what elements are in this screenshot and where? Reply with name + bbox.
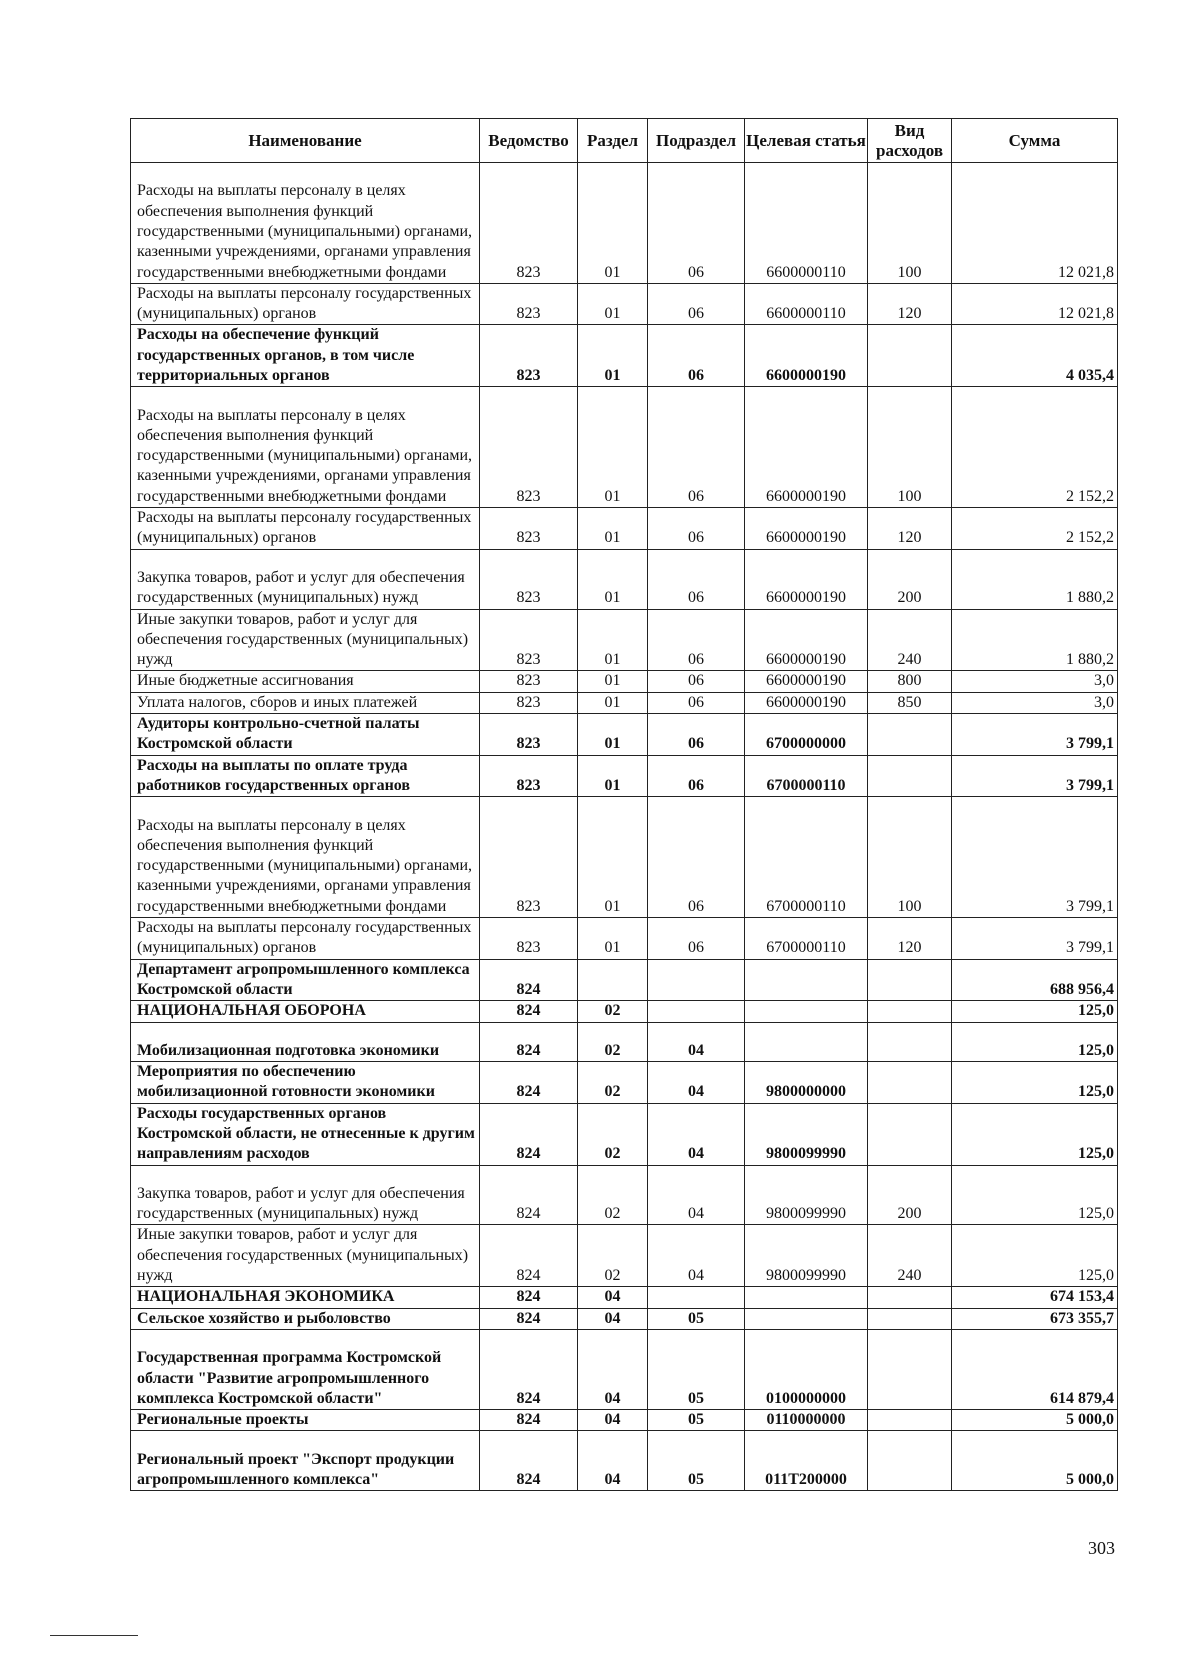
cell-amount: 12 021,8 [952, 163, 1118, 284]
table-row [131, 797, 1118, 918]
cell-section: 01 [578, 609, 648, 671]
cell-target-article: 6600000190 [745, 692, 868, 713]
cell-amount: 674 153,4 [952, 1287, 1118, 1308]
table-row [131, 387, 1118, 508]
cell-expense-type [868, 1062, 952, 1104]
cell-name: Расходы на выплаты персоналу в целях обеспечения выполнения функций государственными (муниципальными) органами, казенными учреждениями, органами управления государственными внебюджетными фондами [131, 163, 480, 284]
table-row [131, 609, 1118, 671]
cell-expense-type: 100 [868, 797, 952, 918]
cell-section: 01 [578, 918, 648, 960]
table-row [131, 1225, 1118, 1287]
cell-amount: 5 000,0 [952, 1431, 1118, 1491]
cell-subsection: 05 [648, 1410, 745, 1431]
cell-section: 01 [578, 387, 648, 508]
cell-expense-type [868, 1287, 952, 1308]
cell-expense-type: 200 [868, 549, 952, 609]
cell-subsection: 04 [648, 1103, 745, 1165]
cell-target-article: 6600000110 [745, 163, 868, 284]
cell-name: Закупка товаров, работ и услуг для обеспечения государственных (муниципальных) нужд [131, 549, 480, 609]
cell-expense-type: 200 [868, 1165, 952, 1225]
cell-department: 823 [480, 755, 578, 797]
cell-department: 823 [480, 549, 578, 609]
table-row [131, 1329, 1118, 1409]
cell-target-article: 9800099990 [745, 1225, 868, 1287]
cell-amount: 125,0 [952, 1165, 1118, 1225]
cell-section: 02 [578, 1103, 648, 1165]
cell-target-article: 9800099990 [745, 1165, 868, 1225]
cell-subsection: 06 [648, 671, 745, 692]
cell-name: Иные закупки товаров, работ и услуг для обеспечения государственных (муниципальных) нужд [131, 609, 480, 671]
cell-expense-type [868, 1410, 952, 1431]
cell-subsection: 05 [648, 1329, 745, 1409]
cell-section: 01 [578, 549, 648, 609]
cell-expense-type [868, 714, 952, 756]
cell-expense-type [868, 1022, 952, 1062]
cell-amount: 3,0 [952, 671, 1118, 692]
cell-subsection: 06 [648, 918, 745, 960]
cell-expense-type: 100 [868, 387, 952, 508]
table-row [131, 959, 1118, 1001]
cell-target-article: 6600000190 [745, 325, 868, 387]
cell-section: 02 [578, 1062, 648, 1104]
cell-amount: 125,0 [952, 1022, 1118, 1062]
table-row [131, 1062, 1118, 1104]
cell-target-article: 6600000190 [745, 508, 868, 550]
table-row [131, 671, 1118, 692]
cell-department: 824 [480, 1022, 578, 1062]
cell-amount: 125,0 [952, 1001, 1118, 1022]
cell-amount: 3 799,1 [952, 918, 1118, 960]
cell-department: 823 [480, 797, 578, 918]
cell-department: 823 [480, 918, 578, 960]
table-row [131, 1165, 1118, 1225]
cell-department: 824 [480, 1410, 578, 1431]
cell-section: 02 [578, 1022, 648, 1062]
cell-subsection: 06 [648, 387, 745, 508]
table-row [131, 549, 1118, 609]
cell-name: НАЦИОНАЛЬНАЯ ЭКОНОМИКА [131, 1287, 480, 1308]
cell-target-article: 011T200000 [745, 1431, 868, 1491]
cell-section: 02 [578, 1165, 648, 1225]
cell-amount: 3 799,1 [952, 797, 1118, 918]
footer-rule [50, 1635, 138, 1636]
cell-department: 824 [480, 1431, 578, 1491]
cell-department: 824 [480, 1062, 578, 1104]
cell-section: 02 [578, 1001, 648, 1022]
header-amount: Сумма [952, 119, 1118, 163]
header-target-article: Целевая статья [745, 119, 868, 163]
cell-target-article: 6600000110 [745, 283, 868, 325]
table-row [131, 163, 1118, 284]
cell-department: 823 [480, 508, 578, 550]
cell-amount: 125,0 [952, 1225, 1118, 1287]
table-row [131, 714, 1118, 756]
cell-subsection: 06 [648, 714, 745, 756]
cell-expense-type [868, 1329, 952, 1409]
cell-expense-type: 240 [868, 1225, 952, 1287]
table-row [131, 1022, 1118, 1062]
cell-expense-type: 240 [868, 609, 952, 671]
cell-department: 824 [480, 1287, 578, 1308]
table-row [131, 755, 1118, 797]
cell-subsection: 05 [648, 1431, 745, 1491]
header-department: Ведомство [480, 119, 578, 163]
cell-target-article: 0100000000 [745, 1329, 868, 1409]
cell-name: Расходы государственных органов Костромской области, не отнесенные к другим направлениям расходов [131, 1103, 480, 1165]
table-row [131, 918, 1118, 960]
cell-target-article [745, 1022, 868, 1062]
cell-subsection: 04 [648, 1225, 745, 1287]
cell-expense-type [868, 1103, 952, 1165]
cell-name: Расходы на выплаты персоналу в целях обеспечения выполнения функций государственными (муниципальными) органами, казенными учреждениями, органами управления государственными внебюджетными фондами [131, 387, 480, 508]
cell-target-article: 6600000190 [745, 549, 868, 609]
cell-subsection: 04 [648, 1022, 745, 1062]
cell-section: 04 [578, 1287, 648, 1308]
cell-target-article: 0110000000 [745, 1410, 868, 1431]
cell-department: 824 [480, 1329, 578, 1409]
cell-name: Расходы на выплаты персоналу государственных (муниципальных) органов [131, 508, 480, 550]
table-row [131, 1001, 1118, 1022]
cell-target-article [745, 1287, 868, 1308]
cell-expense-type: 100 [868, 163, 952, 284]
cell-amount: 5 000,0 [952, 1410, 1118, 1431]
cell-department: 823 [480, 692, 578, 713]
cell-name: Закупка товаров, работ и услуг для обеспечения государственных (муниципальных) нужд [131, 1165, 480, 1225]
cell-name: Расходы на выплаты персоналу государственных (муниципальных) органов [131, 283, 480, 325]
cell-department: 824 [480, 959, 578, 1001]
cell-name: Региональный проект "Экспорт продукции агропромышленного комплекса" [131, 1431, 480, 1491]
cell-section: 02 [578, 1225, 648, 1287]
cell-target-article: 6600000190 [745, 671, 868, 692]
page-number: 303 [1088, 1538, 1115, 1558]
cell-section: 01 [578, 325, 648, 387]
cell-target-article: 6700000110 [745, 755, 868, 797]
cell-department: 823 [480, 714, 578, 756]
cell-target-article: 6700000110 [745, 797, 868, 918]
table-header-row [131, 119, 1118, 163]
cell-department: 823 [480, 609, 578, 671]
cell-department: 824 [480, 1001, 578, 1022]
cell-target-article [745, 1001, 868, 1022]
cell-amount: 2 152,2 [952, 387, 1118, 508]
budget-table [130, 118, 1118, 1491]
cell-section: 04 [578, 1329, 648, 1409]
cell-section: 04 [578, 1410, 648, 1431]
cell-section: 01 [578, 283, 648, 325]
cell-expense-type: 850 [868, 692, 952, 713]
cell-subsection: 04 [648, 1062, 745, 1104]
cell-name: Расходы на выплаты персоналу в целях обеспечения выполнения функций государственными (муниципальными) органами, казенными учреждениями, органами управления государственными внебюджетными фондами [131, 797, 480, 918]
cell-amount: 3 799,1 [952, 714, 1118, 756]
cell-name: Расходы на выплаты персоналу государственных (муниципальных) органов [131, 918, 480, 960]
table-row [131, 1103, 1118, 1165]
cell-expense-type [868, 1431, 952, 1491]
cell-subsection: 04 [648, 1165, 745, 1225]
cell-name: НАЦИОНАЛЬНАЯ ОБОРОНА [131, 1001, 480, 1022]
cell-name: Расходы на обеспечение функций государственных органов, в том числе территориальных органов [131, 325, 480, 387]
cell-section: 04 [578, 1308, 648, 1329]
cell-section: 01 [578, 755, 648, 797]
cell-target-article: 6600000190 [745, 609, 868, 671]
cell-section: 01 [578, 163, 648, 284]
cell-amount: 614 879,4 [952, 1329, 1118, 1409]
cell-department: 823 [480, 283, 578, 325]
cell-expense-type: 120 [868, 283, 952, 325]
cell-section: 01 [578, 508, 648, 550]
cell-amount: 673 355,7 [952, 1308, 1118, 1329]
cell-department: 824 [480, 1103, 578, 1165]
cell-target-article: 6700000000 [745, 714, 868, 756]
cell-name: Расходы на выплаты по оплате труда работников государственных органов [131, 755, 480, 797]
cell-subsection: 06 [648, 163, 745, 284]
cell-department: 823 [480, 671, 578, 692]
cell-name: Сельское хозяйство и рыболовство [131, 1308, 480, 1329]
table-row [131, 1308, 1118, 1329]
cell-subsection: 06 [648, 508, 745, 550]
cell-expense-type [868, 1001, 952, 1022]
cell-name: Аудиторы контрольно-счетной палаты Костромской области [131, 714, 480, 756]
header-name: Наименование [131, 119, 480, 163]
cell-section: 04 [578, 1431, 648, 1491]
table-row [131, 1431, 1118, 1491]
cell-section: 01 [578, 671, 648, 692]
cell-subsection: 06 [648, 755, 745, 797]
cell-section: 01 [578, 797, 648, 918]
cell-amount: 3 799,1 [952, 755, 1118, 797]
cell-name: Региональные проекты [131, 1410, 480, 1431]
cell-name: Иные бюджетные ассигнования [131, 671, 480, 692]
cell-amount: 3,0 [952, 692, 1118, 713]
cell-subsection: 06 [648, 797, 745, 918]
cell-department: 824 [480, 1308, 578, 1329]
cell-target-article: 6700000110 [745, 918, 868, 960]
cell-amount: 688 956,4 [952, 959, 1118, 1001]
cell-department: 824 [480, 1225, 578, 1287]
cell-target-article [745, 1308, 868, 1329]
cell-amount: 1 880,2 [952, 549, 1118, 609]
cell-target-article [745, 959, 868, 1001]
table-row [131, 508, 1118, 550]
cell-expense-type: 800 [868, 671, 952, 692]
cell-expense-type: 120 [868, 508, 952, 550]
table-body [131, 163, 1118, 1491]
cell-name: Мобилизационная подготовка экономики [131, 1022, 480, 1062]
cell-amount: 2 152,2 [952, 508, 1118, 550]
header-subsection: Подраздел [648, 119, 745, 163]
cell-expense-type [868, 755, 952, 797]
cell-name: Государственная программа Костромской области "Развитие агропромышленного комплекса Костромской области" [131, 1329, 480, 1409]
cell-section: 01 [578, 714, 648, 756]
header-expense-type: Вид расходов [868, 119, 952, 163]
cell-amount: 125,0 [952, 1103, 1118, 1165]
table-row [131, 283, 1118, 325]
cell-section [578, 959, 648, 1001]
cell-subsection [648, 1287, 745, 1308]
cell-name: Иные закупки товаров, работ и услуг для обеспечения государственных (муниципальных) нужд [131, 1225, 480, 1287]
table-row [131, 692, 1118, 713]
cell-target-article: 9800000000 [745, 1062, 868, 1104]
cell-subsection: 06 [648, 325, 745, 387]
table-row [131, 325, 1118, 387]
cell-name: Мероприятия по обеспечению мобилизационной готовности экономики [131, 1062, 480, 1104]
cell-subsection [648, 959, 745, 1001]
cell-subsection: 06 [648, 609, 745, 671]
cell-expense-type [868, 959, 952, 1001]
cell-department: 823 [480, 325, 578, 387]
cell-amount: 125,0 [952, 1062, 1118, 1104]
table-row [131, 1287, 1118, 1308]
cell-section: 01 [578, 692, 648, 713]
cell-target-article: 6600000190 [745, 387, 868, 508]
cell-expense-type [868, 325, 952, 387]
cell-amount: 1 880,2 [952, 609, 1118, 671]
cell-subsection: 06 [648, 283, 745, 325]
table-row [131, 1410, 1118, 1431]
cell-name: Уплата налогов, сборов и иных платежей [131, 692, 480, 713]
cell-expense-type [868, 1308, 952, 1329]
header-section: Раздел [578, 119, 648, 163]
cell-subsection: 05 [648, 1308, 745, 1329]
cell-department: 824 [480, 1165, 578, 1225]
cell-subsection: 06 [648, 549, 745, 609]
cell-department: 823 [480, 163, 578, 284]
cell-target-article: 9800099990 [745, 1103, 868, 1165]
cell-subsection [648, 1001, 745, 1022]
cell-subsection: 06 [648, 692, 745, 713]
cell-name: Департамент агропромышленного комплекса Костромской области [131, 959, 480, 1001]
cell-department: 823 [480, 387, 578, 508]
cell-expense-type: 120 [868, 918, 952, 960]
cell-amount: 12 021,8 [952, 283, 1118, 325]
cell-amount: 4 035,4 [952, 325, 1118, 387]
